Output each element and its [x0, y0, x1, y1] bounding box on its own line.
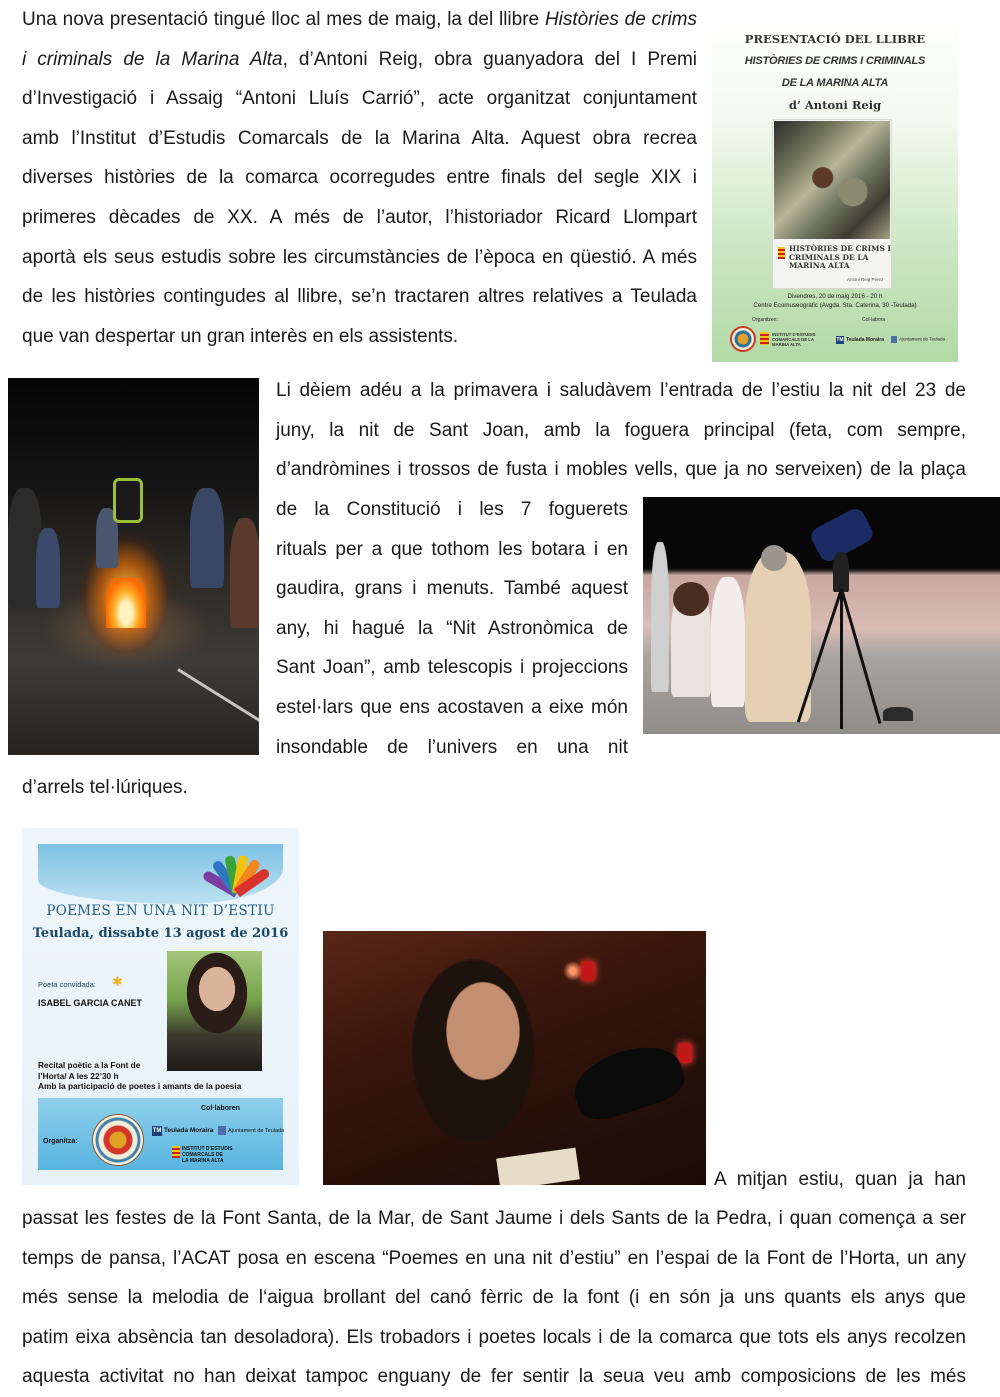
paragraph-sant-joan-end	[22, 768, 422, 808]
person-figure	[36, 528, 60, 608]
cover-title: HISTÒRIES DE CRIMS I CRIMINALS DE LA MARINA ALTA	[789, 244, 891, 270]
poet-portrait	[167, 951, 262, 1071]
flag-icon	[778, 247, 785, 259]
teulada-moraira-logo: TM Teulada Moraira	[152, 1127, 214, 1134]
poster-subtitle: Teulada, dissabte 13 agost de 2016	[32, 926, 289, 941]
organizers-label: Organitzen:	[752, 317, 778, 323]
ajuntament-logo: Ajuntament de Teulada	[891, 336, 945, 343]
text-line: amb l’Institut d’Estudis Comarcals de la Marina Alta. Aquest obra recrea	[22, 127, 697, 149]
iecma-logo-text: INSTITUT D’ESTUDIS COMARCALS DE LA MARINA ALTA	[182, 1146, 233, 1164]
text-line: aquesta activitat no han deixat tampoc enguany de fer sentir la seua veu amb composicions de les més	[22, 1366, 966, 1388]
iecma-flag-icon	[172, 1146, 180, 1158]
text-line: aportà els seus estudis sobre les circumstàncies de l’època en qüestió. A més	[22, 246, 697, 268]
girl-figure	[711, 577, 745, 707]
paragraph-sant-joan	[276, 371, 966, 490]
cover-artwork	[774, 121, 890, 239]
poster-date-venue: Divendres, 20 de maig 2016 - 20 h Centre Ecomuseogràfic (Avgda. Sta. Caterina, 30 -Teulada)	[753, 293, 917, 309]
text-line: gaudira, grans i menuts. També aquest	[276, 578, 628, 600]
tripod-leg	[840, 589, 843, 729]
girl-hair	[673, 582, 709, 616]
astronomy-night-photo	[643, 497, 1000, 734]
text-line: A mitjan estiu, quan ja han	[714, 1169, 966, 1190]
cultural-association-logo-icon	[730, 326, 756, 352]
sant-joan-bonfire-photo	[8, 378, 259, 755]
invited-label: Poeta convidada:	[38, 980, 96, 989]
sun-rays-icon	[192, 848, 282, 893]
text-line: passat les festes de la Font Santa, de la Mar, de Sant Jaume i dels Sants de la Pedra, i quan comença a ser	[22, 1208, 966, 1229]
poster-title: PRESENTACIÓ DEL LLIBRE HISTÒRIES DE CRIMS I CRIMINALS DE LA MARINA ALTA d’ Antoni Reig	[744, 32, 926, 112]
teulada-moraira-logo: TM Teulada Moraira	[836, 337, 884, 343]
text-line: primeres dècades de XX. A més de l’autor, l’historiador Ricard Llompart	[22, 206, 697, 228]
sponsor-logos	[726, 324, 948, 354]
text-line: que van despertar un gran interès en els assistents.	[22, 325, 459, 347]
poems-summer-night-poster	[22, 828, 299, 1185]
text-line: diverses històries de la comarca ocorregudes entre finals del segle XIX i	[22, 167, 697, 189]
bonfire-flame	[106, 578, 146, 628]
text-line: d’arrels tel·lúriques.	[22, 777, 188, 798]
collab-label: Col·laboren	[201, 1105, 240, 1112]
paragraph-summer-poems-start	[714, 1160, 966, 1200]
poet-reading-photo	[323, 931, 706, 1185]
paragraph-summer-poems	[22, 1199, 966, 1397]
ajuntament-logo: Ajuntament de Teulada	[218, 1126, 284, 1135]
book	[496, 1148, 580, 1185]
equipment-case	[883, 707, 913, 721]
recital-info: Recital poètic a la Font de l’Horta/ A les 22’30 h Amb la participació de poetes i amants de la poesia	[38, 1060, 242, 1091]
text-line: patim eixa absència tan desoladora). Els trobadors i poetes locals i de la comarca que tots els anys recolzen	[22, 1326, 966, 1348]
poster-title: POEMES EN UNA NIT D’ESTIU	[46, 903, 275, 919]
person-figure	[190, 488, 224, 588]
text-line: i criminals de la Marina Alta, d’Antoni Reig, obra guanyadora del I Premi	[22, 48, 697, 70]
person-figure	[651, 542, 669, 692]
text-line: juny, la nit de Sant Joan, amb la foguera principal (feta, com sempre,	[276, 419, 966, 441]
lamp-icon	[566, 1035, 689, 1126]
road-stripe	[177, 668, 259, 729]
text-line: any, hi hagué la “Nit Astronòmica de	[276, 617, 628, 639]
poet-name: ISABEL GARCIA CANET	[38, 998, 143, 1008]
text-line: de les històries contingudes al llibre, se’n tractaren altres relatives a Teulada	[22, 286, 697, 308]
coat-of-arms-icon	[218, 1126, 226, 1135]
text-line: més sense la melodia de l‘aigua brollant del canó fèrric de la font (i en són ja uns quants els anys que	[22, 1287, 966, 1309]
candle	[581, 961, 595, 981]
candle	[678, 1043, 692, 1063]
org-label: Organitza:	[43, 1138, 78, 1145]
text-line: d’Investigació i Assaig “Antoni Lluís Carrió”, acte organitzat conjuntament	[22, 88, 697, 110]
iecma-logo-text: INSTITUT D’ESTUDIS COMARCALS DE LA MARINA ALTA	[772, 332, 816, 347]
text-line: insondable de l’univers en una nit	[276, 736, 628, 758]
person-figure	[230, 518, 259, 628]
paragraph-book-presentation	[22, 0, 697, 356]
text-line: Li dèiem adéu a la primavera i saludàvem l’entrada de l’estiu la nit del 23 de	[276, 380, 966, 401]
jumping-boy	[113, 478, 143, 523]
text-line: d’andròmines i trossos de fusta i mobles vells, que ja no serveixen) de la plaça	[276, 459, 966, 481]
text-line: Sant Joan”, amb telescopis i projeccions	[276, 657, 628, 679]
man-figure	[745, 552, 811, 722]
coat-of-arms-icon	[891, 336, 897, 343]
cover-author: Antoni Reig Pérez	[847, 277, 884, 282]
telescope-mount	[833, 552, 849, 592]
text-line: de la Constitució i les 7 foguerets	[276, 499, 628, 520]
iecma-flag-icon	[760, 332, 769, 345]
book-presentation-poster	[712, 16, 958, 362]
text-line: temps de pansa, l’ACAT posa en escena “Poemes en una nit d’estiu” en l’espai de la Font de l’Horta, un any	[22, 1247, 966, 1269]
book-cover-image	[772, 119, 892, 289]
paragraph-sant-joan-narrow	[276, 490, 628, 767]
man-head	[761, 545, 787, 571]
text-line: Una nova presentació tingué lloc al mes de maig, la del llibre Històries de crims	[22, 9, 697, 30]
text-line: estel·lars que ens acostaven a eixe món	[276, 696, 628, 718]
collab-label: Col·labora	[862, 317, 886, 323]
cultural-association-seal-icon	[92, 1114, 144, 1166]
star-icon: ✱	[112, 974, 123, 989]
text-line: rituals per a que tothom les botara i en	[276, 538, 628, 560]
tripod-leg	[840, 589, 881, 724]
